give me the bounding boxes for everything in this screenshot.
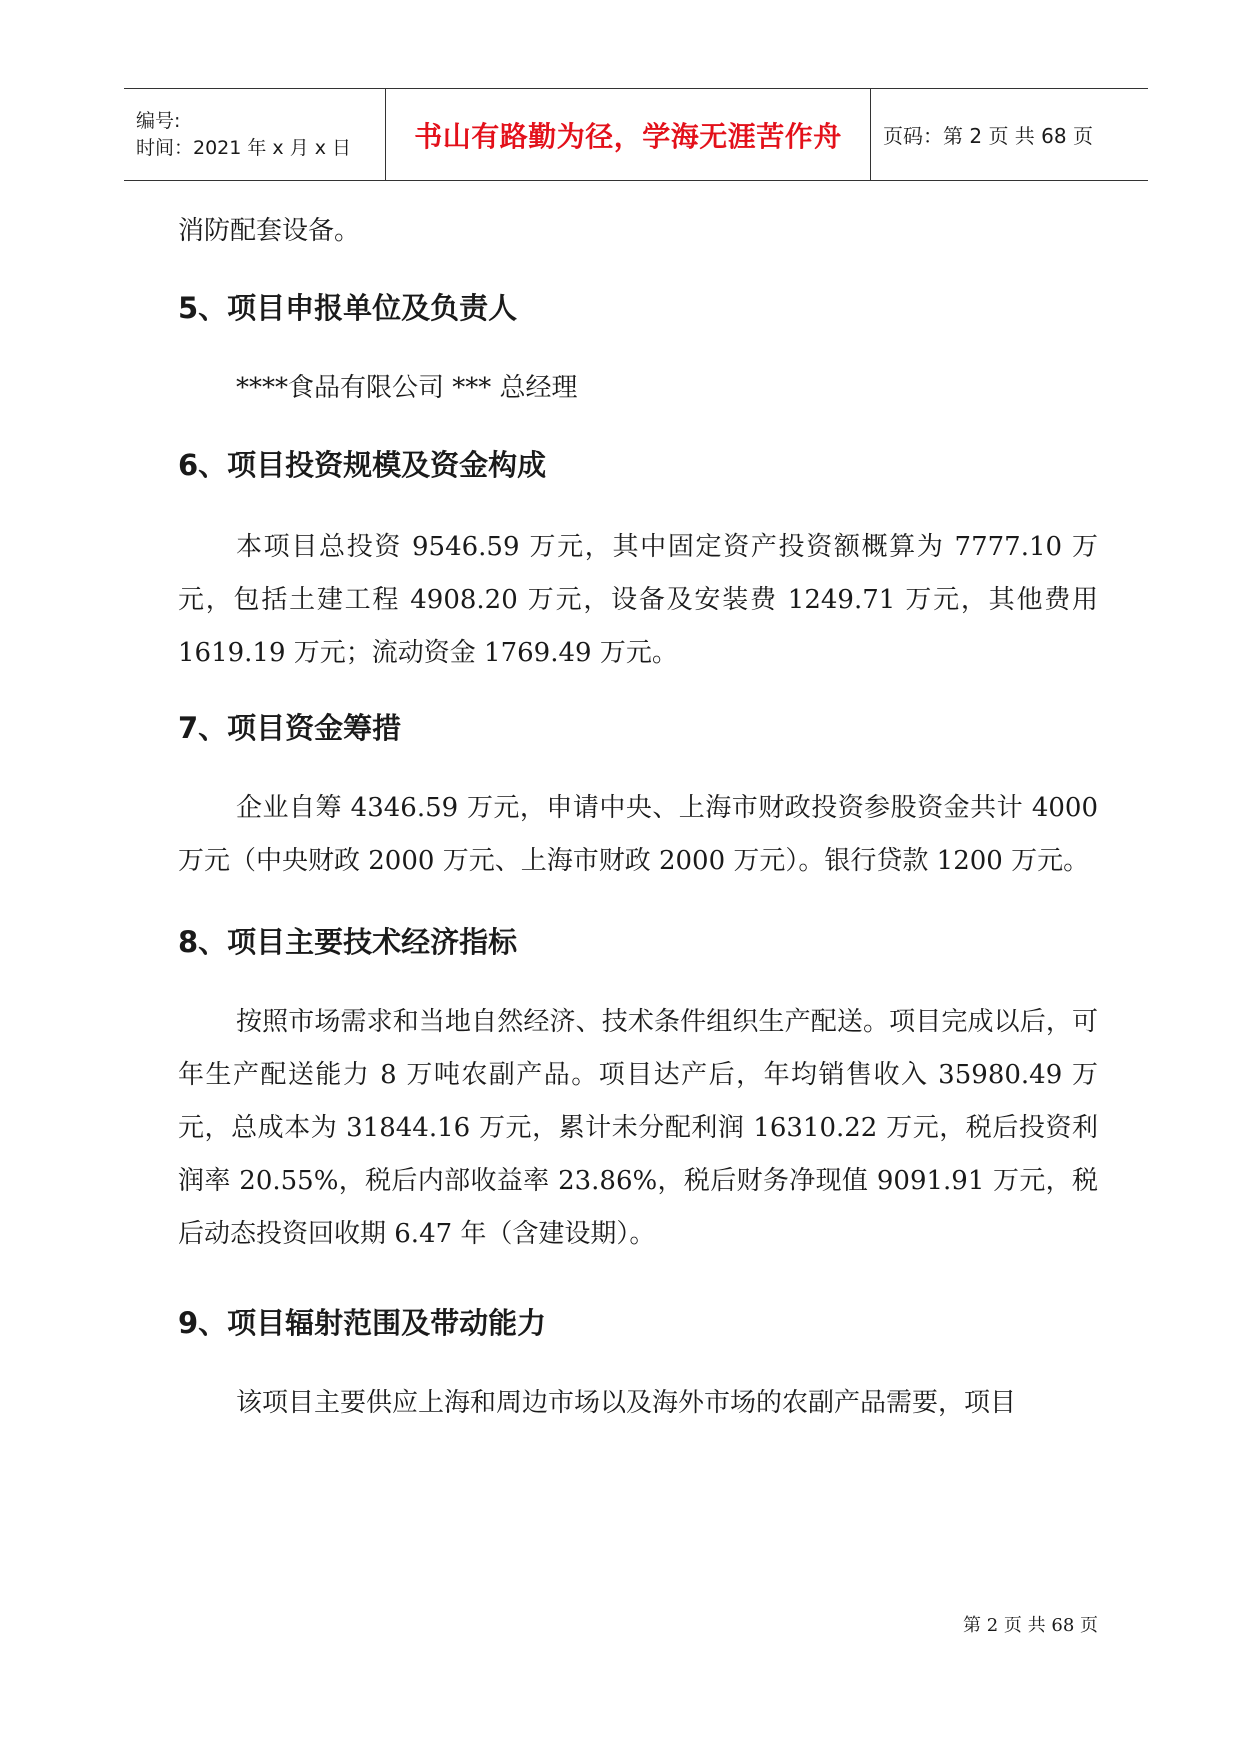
section-heading: 6、项目投资规模及资金构成 [178,448,547,482]
header-page-label: 页码：第 2 页 共 68 页 [883,124,1093,148]
time-label: 时间：2021 年 x 月 x 日 [136,136,352,159]
paragraph: 该项目主要供应上海和周边市场以及海外市场的农副产品需要，项目 [236,1388,1017,1418]
paragraph: 消防配套设备。 [178,216,361,246]
page-header [124,88,1148,181]
paragraph: 本项目总投资 9546.59 万元，其中固定资产投资额概算为 7777.10 万元，包括土建工程 4908.20 万元，设备及安装费 1249.71 万元，其他费用 1619.19 万元；流动资金 1769.49 万元。 [178,532,1098,668]
document-body [178,205,1098,1430]
section-heading: 5、项目申报单位及负责人 [178,291,518,325]
section-heading: 9、项目辐射范围及带动能力 [178,1306,547,1340]
number-label: 编号: [136,109,181,132]
header-motto: 书山有路勤为径，学海无涯苦作舟 [386,89,871,180]
paragraph: 企业自筹 4346.59 万元，申请中央、上海市财政投资参股资金共计 4000 万元（中央财政 2000 万元、上海市财政 2000 万元）。银行贷款 1200 万元。 [178,793,1098,876]
paragraph: 按照市场需求和当地自然经济、技术条件组织生产配送。项目完成以后，可年生产配送能力 8 万吨农副产品。项目达产后，年均销售收入 35980.49 万元，总成本为 31844.16 万元，累计未分配利润 16310.22 万元，税后投资利润率 20.55%，税后内部收益率 23.86%，税后财务净现值 9091.91 万元，税后动态投资回收期 6.47 年（含建设期）。 [178,1007,1098,1249]
section-heading: 7、项目资金筹措 [178,711,402,745]
paragraph: ****食品有限公司 *** 总经理 [236,373,578,403]
section-heading: 8、项目主要技术经济指标 [178,925,518,959]
page-footer: 第 2 页 共 68 页 [963,1615,1098,1636]
header-meta [124,89,386,180]
